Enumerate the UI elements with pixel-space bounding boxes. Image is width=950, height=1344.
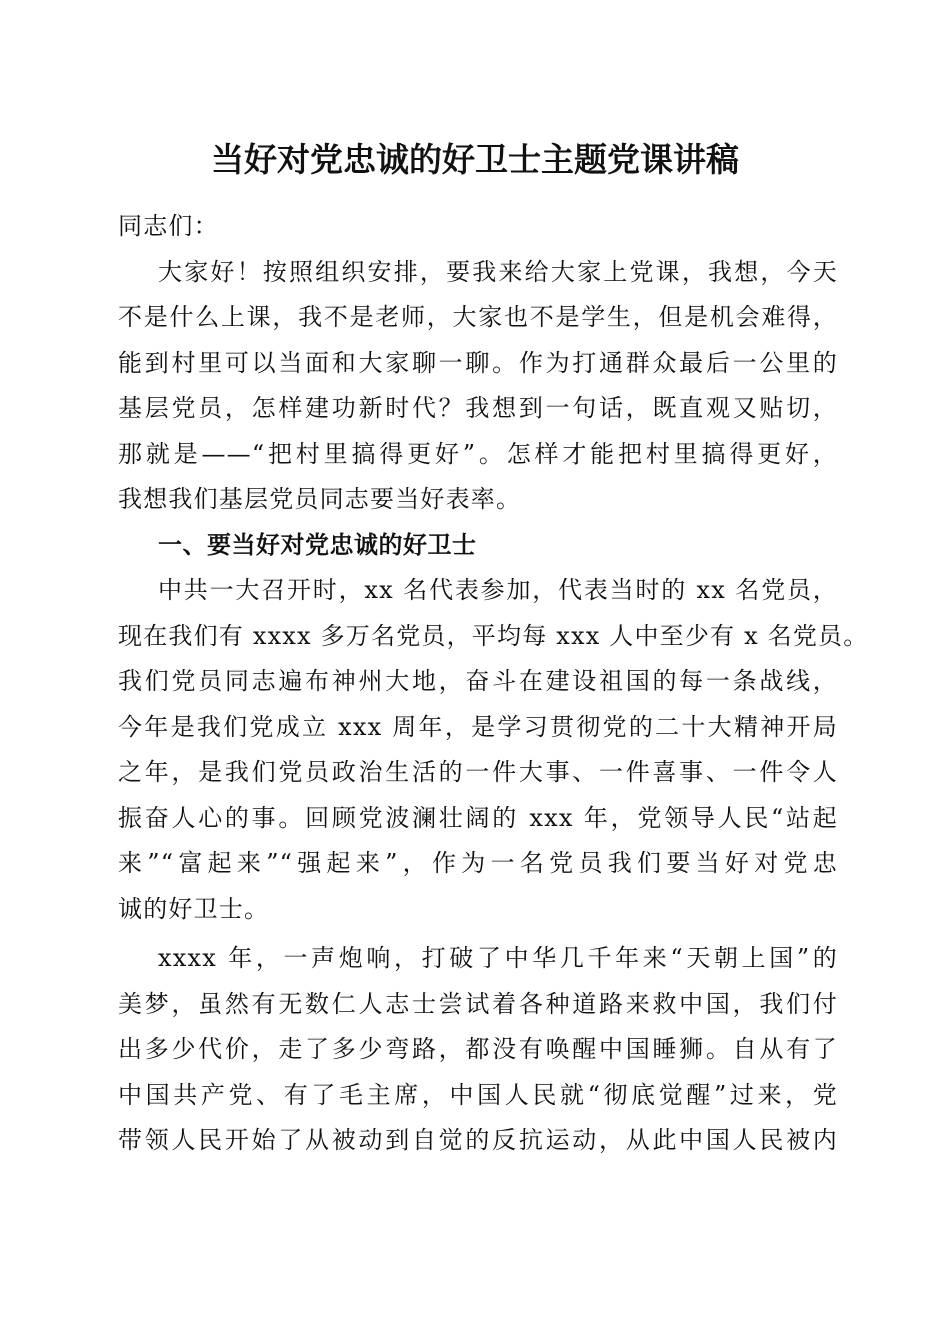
document-body	[118, 204, 869, 1164]
paragraph-awakening	[118, 936, 838, 1164]
paragraph-greeting	[118, 250, 838, 523]
paragraph-line: 中共一大召开时，xx 名代表参加，代表当时的 xx 名党员，	[158, 576, 838, 604]
paragraph-line: xxxx 年，一声炮响，打破了中华几千年来“天朝上国”的	[158, 944, 838, 972]
paragraph-line: 来”“富起来”“强起来”，作为一名党员我们要当好对党忠	[118, 849, 838, 877]
paragraph-line: 中国共产党、有了毛主席，中国人民就“彻底觉醒”过来，党	[118, 1080, 838, 1109]
section-heading: 一、要当好对党忠诚的好卫士	[158, 530, 477, 559]
paragraph-line: 大家好！按照组织安排，要我来给大家上党课，我想，今天	[158, 257, 838, 286]
paragraph-line: 我们党员同志遍布神州大地，奋斗在建设祖国的每一条战线，	[118, 667, 838, 695]
paragraph-line: 之年，是我们党员政治生活的一件大事、一件喜事、一件令人	[118, 758, 838, 786]
paragraph-line: 我想我们基层党员同志要当好表率。	[118, 485, 522, 513]
paragraph-history	[118, 568, 869, 932]
salutation: 同志们：	[118, 212, 219, 240]
paragraph-line: 现在我们有 xxxx 多万名党员，平均每 xxx 人中至少有 x 名党员。	[118, 621, 869, 650]
paragraph-line: 诚的好卫士。	[118, 894, 270, 923]
paragraph-line: 今年是我们党成立 xxx 周年，是学习贯彻党的二十大精神开局	[118, 712, 838, 741]
document-title: 当好对党忠诚的好卫士主题党课讲稿	[211, 140, 739, 179]
paragraph-line: 出多少代价，走了多少弯路，都没有唤醒中国睡狮。自从有了	[118, 1035, 838, 1063]
paragraph-line: 不是什么上课，我不是老师，大家也不是学生，但是机会难得，	[118, 303, 838, 331]
paragraph-line: 能到村里可以当面和大家聊一聊。作为打通群众最后一公里的	[118, 348, 838, 377]
paragraph-line: 基层党员，怎样建功新时代？我想到一句话，既直观又贴切，	[118, 394, 838, 422]
paragraph-line: 带领人民开始了从被动到自觉的反抗运动，从此中国人民被内	[118, 1126, 838, 1154]
paragraph-line: 振奋人心的事。回顾党波澜壮阔的 xxx 年，党领导人民“站起	[118, 803, 838, 832]
paragraph-line: 美梦，虽然有无数仁人志士尝试着各种道路来救中国，我们付	[118, 989, 838, 1018]
paragraph-line: 那就是——“把村里搞得更好”。怎样才能把村里搞得更好，	[118, 439, 838, 468]
